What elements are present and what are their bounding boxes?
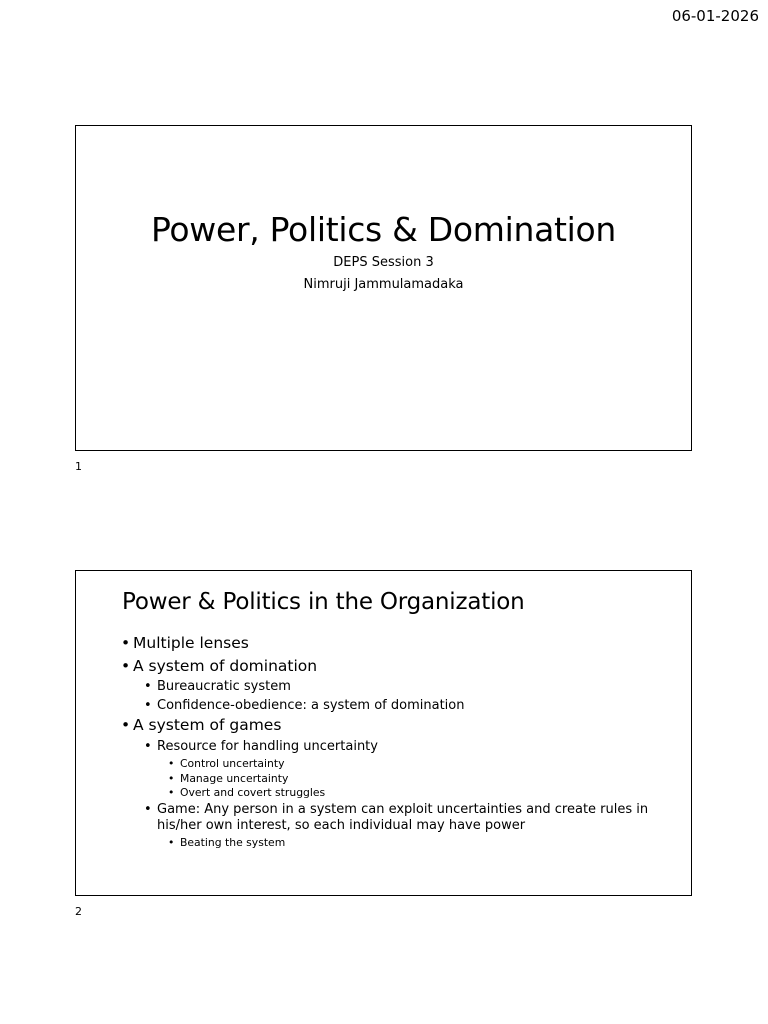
sub-sub-bullet-item: • Control uncertainty: [121, 758, 661, 771]
page-number-2: 2: [75, 905, 82, 918]
slide-1-title: Power, Politics & Domination: [150, 210, 617, 249]
slide-2: [75, 570, 692, 896]
bullet-item: • A system of games: [121, 716, 661, 735]
bullet-list: [121, 634, 661, 852]
page-number-1: 1: [75, 460, 82, 473]
sub-bullet-item: • Game: Any person in a system can exploit uncertainties and create rules in his/her own interest, so each individual may have power: [121, 802, 661, 833]
slide-1-author: Nimruji Jammulamadaka: [303, 277, 464, 292]
slide-1: [75, 125, 692, 451]
sub-bullet-item: • Confidence-obedience: a system of domination: [121, 698, 661, 714]
slide-2-title: Power & Politics in the Organization: [122, 589, 525, 615]
print-date: 06-01-2026: [671, 7, 759, 25]
bullet-item: • A system of domination: [121, 657, 661, 676]
sub-sub-bullet-item: • Overt and covert struggles: [121, 787, 661, 800]
bullet-item: • Multiple lenses: [121, 634, 661, 653]
sub-bullet-item: • Bureaucratic system: [121, 679, 661, 695]
sub-sub-bullet-item: • Manage uncertainty: [121, 773, 661, 786]
sub-bullet-item: • Resource for handling uncertainty: [121, 739, 661, 755]
sub-sub-bullet-item: • Beating the system: [121, 837, 661, 850]
slide-1-session: DEPS Session 3: [333, 255, 434, 270]
